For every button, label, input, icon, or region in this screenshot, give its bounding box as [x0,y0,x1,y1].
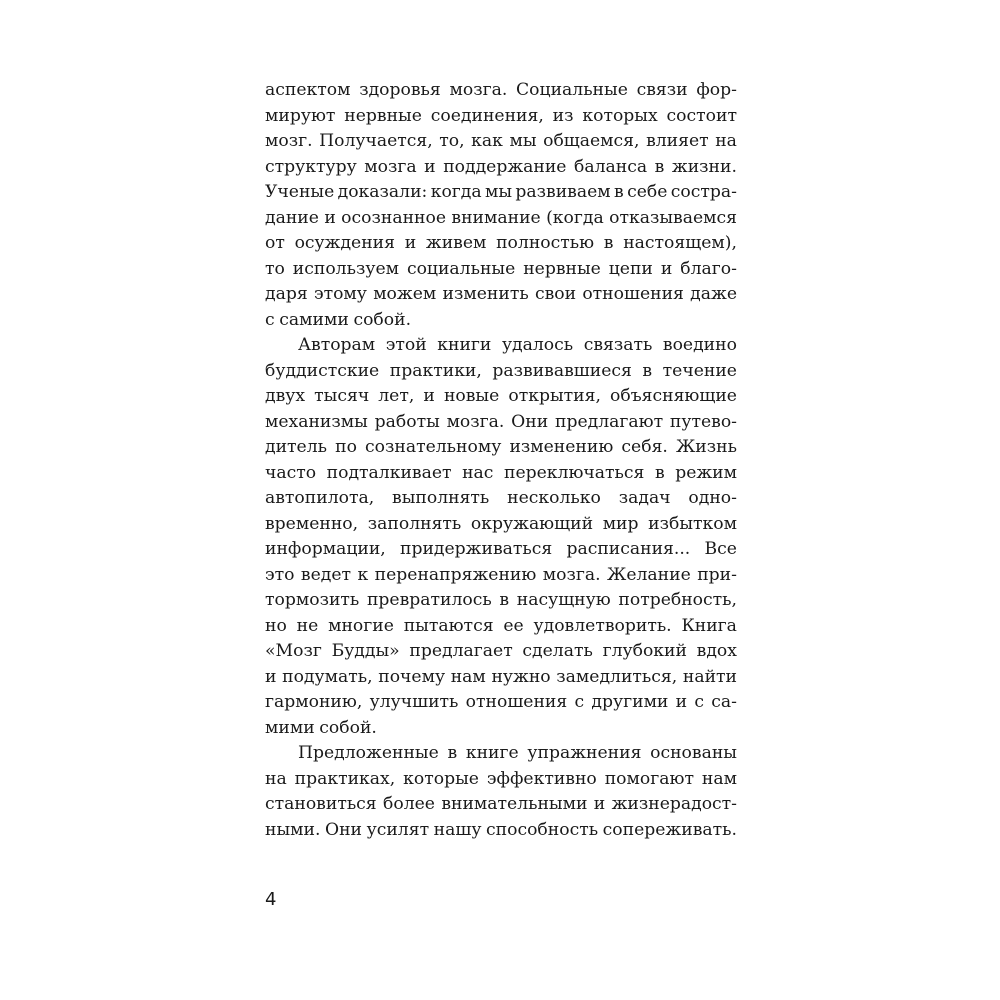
paragraph [265,78,737,333]
text-line: «Мозг Будды» предлагает сделать глубокий вдох [265,641,737,661]
text-line: часто подталкивает нас переключаться в режим [265,462,737,483]
text-line: гармонию, улучшить отношения с другими и с са- [265,692,737,712]
text-line: и подумать, почему нам нужно замедлиться, найти [265,666,737,687]
text-line: то используем социальные нервные цепи и благо- [265,258,737,279]
text-line: Авторам этой книги удалось связать воедино [298,335,737,355]
text-line: тормозить превратилось в насущную потребность, [265,590,737,610]
text-line: Ученые доказали: когда мы развиваем в себе состра- [265,182,737,202]
text-line: даря этому можем изменить свои отношения даже [265,284,737,304]
paragraph [265,741,737,843]
text-line: автопилота, выполнять несколько задач одно- [265,488,737,508]
text-line: становиться более внимательными и жизнерадост- [265,794,737,814]
paragraph [265,333,737,741]
body-text [265,78,737,843]
text-line: это ведет к перенапряжению мозга. Желание при- [265,564,737,585]
text-line: информации, придерживаться расписания... Все [265,539,737,559]
text-line: мируют нервные соединения, из которых состоит [265,105,737,126]
text-line: двух тысяч лет, и новые открытия, объясняющие [265,386,737,406]
text-line: ными. Они усилят нашу способность сопереживать. [265,819,737,840]
text-line: аспектом здоровья мозга. Социальные связи фор- [265,80,737,100]
page-number: 4 [265,889,277,910]
text-line: дитель по сознательному изменению себя. Жизнь [265,437,737,457]
text-line: мозг. Получается, то, как мы общаемся, влияет на [265,131,737,151]
text-line: от осуждения и живем полностью в настоящем), [265,233,737,253]
text-line: буддистские практики, развивавшиеся в течение [265,360,737,381]
text-line: временно, заполнять окружающий мир избытком [265,513,737,534]
text-line: на практиках, которые эффективно помогают нам [265,768,737,789]
text-line: структуру мозга и поддержание баланса в жизни. [265,156,737,177]
text-line: с самими собой. [265,309,412,330]
text-line: Предложенные в книге упражнения основаны [298,743,737,763]
text-line: мими собой. [265,717,377,738]
text-line: дание и осознанное внимание (когда отказываемся [265,207,737,228]
text-line: механизмы работы мозга. Они предлагают путево- [265,411,737,432]
text-line: но не многие пытаются ее удовлетворить. Книга [265,615,737,636]
